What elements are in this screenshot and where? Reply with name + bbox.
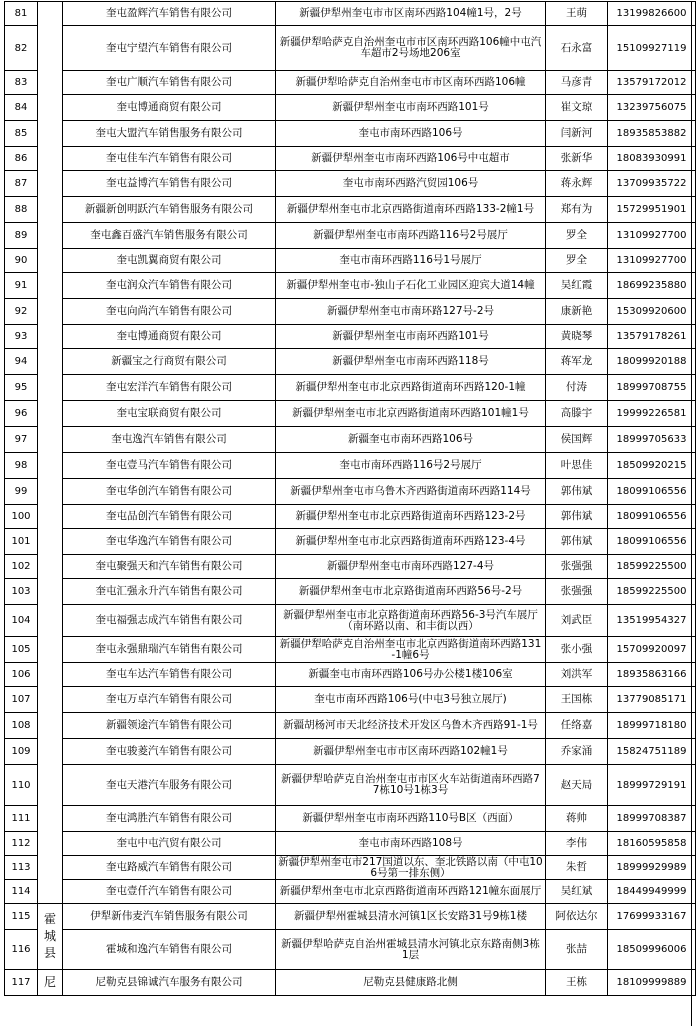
address-cell: 新疆伊犁哈萨克自治州奎屯市北京西路街道南环西路131-1幢6号 [276, 637, 546, 663]
company-name-cell: 尼勒克县锦诚汽车服务有限公司 [63, 970, 276, 996]
address-cell: 奎屯市南环西路116号2号展厅 [276, 453, 546, 479]
phone-number-cell: 15824751189 [608, 739, 696, 765]
right-cut-edge [691, 1, 692, 1026]
table-row [5, 349, 696, 375]
address-cell: 新疆伊犁州奎屯市市区南环西路104幢1号，2号 [276, 2, 546, 26]
address-cell: 新疆伊犁哈萨克自治州奎屯市市区火车站街道南环西路77栋10号1栋3号 [276, 765, 546, 806]
phone-number-cell: 18160595858 [608, 832, 696, 856]
table-row [5, 663, 696, 687]
contact-person-cell: 张强强 [546, 555, 608, 579]
table-row [5, 880, 696, 904]
company-name-cell: 奎屯润众汽车销售有限公司 [63, 273, 276, 299]
contact-person-cell: 罗全 [546, 249, 608, 273]
phone-number-cell: 18999705633 [608, 427, 696, 453]
phone-number-cell: 18083930991 [608, 147, 696, 171]
contact-person-cell: 石永富 [546, 26, 608, 71]
contact-person-cell: 张新华 [546, 147, 608, 171]
address-cell: 奎屯市南环西路106号 [276, 121, 546, 147]
table-row [5, 605, 696, 637]
contact-person-cell: 黄晓琴 [546, 325, 608, 349]
contact-person-cell: 郭伟斌 [546, 505, 608, 529]
row-number-cell: 98 [5, 453, 38, 479]
address-cell: 奎屯市南环西路106号(中屯3号独立展厅) [276, 687, 546, 713]
contact-person-cell: 王萌 [546, 2, 608, 26]
table-row [5, 375, 696, 401]
phone-number-cell: 13109927700 [608, 223, 696, 249]
table-row [5, 637, 696, 663]
company-name-cell: 奎屯益博汽车销售有限公司 [63, 171, 276, 197]
row-number-cell: 93 [5, 325, 38, 349]
table-row [5, 832, 696, 856]
phone-number-cell: 15309920600 [608, 299, 696, 325]
contact-person-cell: 马彦青 [546, 71, 608, 95]
table-row [5, 579, 696, 605]
company-name-cell: 奎屯车达汽车销售有限公司 [63, 663, 276, 687]
company-name-cell: 奎屯宏洋汽车销售有限公司 [63, 375, 276, 401]
row-number-cell: 110 [5, 765, 38, 806]
address-cell: 新疆伊犁州奎屯市市区南环西路102幢1号 [276, 739, 546, 765]
contact-person-cell: 蒋军龙 [546, 349, 608, 375]
contact-person-cell: 闫新河 [546, 121, 608, 147]
address-cell: 新疆伊犁州奎屯市南环西路127-4号 [276, 555, 546, 579]
table-row [5, 555, 696, 579]
address-cell: 新疆伊犁州奎屯市南环西路118号 [276, 349, 546, 375]
company-name-cell: 奎屯汇强永升汽车销售有限公司 [63, 579, 276, 605]
contact-person-cell: 朱哲 [546, 856, 608, 880]
table-row [5, 249, 696, 273]
company-name-cell: 奎屯宁望汽车销售有限公司 [63, 26, 276, 71]
row-number-cell: 91 [5, 273, 38, 299]
company-name-cell: 奎屯鑫百盛汽车销售服务有限公司 [63, 223, 276, 249]
region-cell: 尼 [38, 970, 63, 996]
region-cell [38, 2, 63, 904]
contact-person-cell: 郭伟斌 [546, 479, 608, 505]
address-cell: 新疆伊犁哈萨克自治州霍城县清水河镇北京东路南侧3栋1层 [276, 930, 546, 970]
phone-number-cell: 15729951901 [608, 197, 696, 223]
row-number-cell: 85 [5, 121, 38, 147]
address-cell: 新疆奎屯市南环西路106号办公楼1楼106室 [276, 663, 546, 687]
table-row [5, 71, 696, 95]
phone-number-cell: 18999708755 [608, 375, 696, 401]
table-row [5, 930, 696, 970]
address-cell: 新疆伊犁州奎屯市南环西路101号 [276, 95, 546, 121]
table-row [5, 273, 696, 299]
table-row [5, 687, 696, 713]
row-number-cell: 90 [5, 249, 38, 273]
phone-number-cell: 13199826600 [608, 2, 696, 26]
phone-number-cell: 13779085171 [608, 687, 696, 713]
contact-person-cell: 张小强 [546, 637, 608, 663]
row-number-cell: 99 [5, 479, 38, 505]
address-cell: 新疆伊犁哈萨克自治州奎屯市市区南环西路106幢 [276, 71, 546, 95]
phone-number-cell: 13579172012 [608, 71, 696, 95]
company-name-cell: 奎屯鸿胜汽车销售有限公司 [63, 806, 276, 832]
address-cell: 新疆伊犁州奎屯市南环西路106号中屯超市 [276, 147, 546, 171]
table-row [5, 765, 696, 806]
contact-person-cell: 郑有为 [546, 197, 608, 223]
table-row [5, 505, 696, 529]
table-row [5, 121, 696, 147]
row-number-cell: 83 [5, 71, 38, 95]
address-cell: 尼勒克县健康路北侧 [276, 970, 546, 996]
row-number-cell: 97 [5, 427, 38, 453]
region-cell: 霍城县 [38, 904, 63, 970]
address-cell: 新疆伊犁州奎屯市北京路街道南环西路56号-2号 [276, 579, 546, 605]
contact-person-cell: 侯国辉 [546, 427, 608, 453]
table-row [5, 147, 696, 171]
table-row [5, 95, 696, 121]
row-number-cell: 95 [5, 375, 38, 401]
table-row [5, 479, 696, 505]
phone-number-cell: 13519954327 [608, 605, 696, 637]
address-cell: 新疆伊犁州奎屯市北京西路街道南环西路120-1幢 [276, 375, 546, 401]
address-cell: 新疆伊犁哈萨克自治州奎屯市市区南环西路106幢中屯汽车超市2号场地206室 [276, 26, 546, 71]
row-number-cell: 104 [5, 605, 38, 637]
contact-person-cell: 崔文琼 [546, 95, 608, 121]
phone-number-cell: 18509996006 [608, 930, 696, 970]
phone-number-cell: 17699933167 [608, 904, 696, 930]
phone-number-cell: 18109999889 [608, 970, 696, 996]
phone-number-cell: 18099920188 [608, 349, 696, 375]
address-cell: 奎屯市南环西路116号1号展厅 [276, 249, 546, 273]
table-row [5, 197, 696, 223]
contact-person-cell: 乔家涌 [546, 739, 608, 765]
table-row [5, 453, 696, 479]
contact-person-cell: 赵天局 [546, 765, 608, 806]
phone-number-cell: 18599225500 [608, 579, 696, 605]
company-name-cell: 奎屯佳车汽车销售有限公司 [63, 147, 276, 171]
address-cell: 新疆伊犁州奎屯市北京路街道南环西路56-3号汽车展厅（南环路以南、和丰街以西） [276, 605, 546, 637]
address-cell: 新疆伊犁州奎屯市217国道以东、奎北铁路以南（中屯106号第一排东侧） [276, 856, 546, 880]
table-row [5, 427, 696, 453]
company-name-cell: 奎屯博通商贸有限公司 [63, 325, 276, 349]
address-cell: 新疆伊犁州霍城县清水河镇1区长安路31号9栋1楼 [276, 904, 546, 930]
contact-person-cell: 付涛 [546, 375, 608, 401]
row-number-cell: 103 [5, 579, 38, 605]
company-name-cell: 奎屯逸汽车销售有限公司 [63, 427, 276, 453]
company-name-cell: 奎屯盈辉汽车销售有限公司 [63, 2, 276, 26]
contact-person-cell: 阿依达尔 [546, 904, 608, 930]
phone-number-cell: 18509920215 [608, 453, 696, 479]
table-row [5, 713, 696, 739]
row-number-cell: 92 [5, 299, 38, 325]
company-name-cell: 奎屯天港汽车服务有限公司 [63, 765, 276, 806]
contact-person-cell: 罗全 [546, 223, 608, 249]
company-name-cell: 奎屯壹仟汽车销售有限公司 [63, 880, 276, 904]
contact-person-cell: 蒋帅 [546, 806, 608, 832]
company-name-cell: 奎屯宝联商贸有限公司 [63, 401, 276, 427]
contact-person-cell: 刘洪军 [546, 663, 608, 687]
phone-number-cell: 18699235880 [608, 273, 696, 299]
row-number-cell: 86 [5, 147, 38, 171]
phone-number-cell: 18099106556 [608, 479, 696, 505]
address-cell: 新疆伊犁州奎屯市南环西路116号2号展厅 [276, 223, 546, 249]
contact-person-cell: 张强强 [546, 579, 608, 605]
contact-person-cell: 吴红霞 [546, 273, 608, 299]
row-number-cell: 116 [5, 930, 38, 970]
table-row [5, 223, 696, 249]
dealer-table [4, 1, 696, 996]
row-number-cell: 114 [5, 880, 38, 904]
row-number-cell: 88 [5, 197, 38, 223]
address-cell: 新疆伊犁州奎屯市南环路127号-2号 [276, 299, 546, 325]
company-name-cell: 奎屯博通商贸有限公司 [63, 95, 276, 121]
company-name-cell: 伊犁新伟麦汽车销售服务有限公司 [63, 904, 276, 930]
company-name-cell: 奎屯路威汽车销售有限公司 [63, 856, 276, 880]
contact-person-cell: 康新艳 [546, 299, 608, 325]
phone-number-cell: 13579178261 [608, 325, 696, 349]
phone-number-cell: 13109927700 [608, 249, 696, 273]
row-number-cell: 108 [5, 713, 38, 739]
contact-person-cell: 郭伟斌 [546, 529, 608, 555]
table-row [5, 299, 696, 325]
table-row [5, 970, 696, 996]
contact-person-cell: 任络嘉 [546, 713, 608, 739]
address-cell: 新疆伊犁州奎屯市北京西路街道南环西路121幢东面展厅 [276, 880, 546, 904]
company-name-cell: 新疆宝之行商贸有限公司 [63, 349, 276, 375]
row-number-cell: 101 [5, 529, 38, 555]
address-cell: 新疆伊犁州奎屯市北京西路街道南环西路133-2幢1号 [276, 197, 546, 223]
company-name-cell: 奎屯福强志成汽车销售有限公司 [63, 605, 276, 637]
contact-person-cell: 王国栋 [546, 687, 608, 713]
company-name-cell: 霍城和逸汽车销售有限公司 [63, 930, 276, 970]
address-cell: 新疆伊犁州奎屯市-独山子石化工业园区迎宾大道14幢 [276, 273, 546, 299]
address-cell: 奎屯市南环西路108号 [276, 832, 546, 856]
row-number-cell: 102 [5, 555, 38, 579]
company-name-cell: 奎屯永强鼎瑞汽车销售有限公司 [63, 637, 276, 663]
address-cell: 奎屯市南环西路汽贸园106号 [276, 171, 546, 197]
company-name-cell: 奎屯万卓汽车销售有限公司 [63, 687, 276, 713]
phone-number-cell: 19999226581 [608, 401, 696, 427]
company-name-cell: 奎屯大盟汽车销售服务有限公司 [63, 121, 276, 147]
contact-person-cell: 李伟 [546, 832, 608, 856]
row-number-cell: 100 [5, 505, 38, 529]
row-number-cell: 112 [5, 832, 38, 856]
row-number-cell: 115 [5, 904, 38, 930]
company-name-cell: 奎屯骏菱汽车销售有限公司 [63, 739, 276, 765]
phone-number-cell: 18449949999 [608, 880, 696, 904]
address-cell: 新疆伊犁州奎屯市南环西路101号 [276, 325, 546, 349]
row-number-cell: 111 [5, 806, 38, 832]
contact-person-cell: 蒋永辉 [546, 171, 608, 197]
table-row [5, 904, 696, 930]
company-name-cell: 奎屯广顺汽车销售有限公司 [63, 71, 276, 95]
table-row [5, 325, 696, 349]
row-number-cell: 89 [5, 223, 38, 249]
row-number-cell: 82 [5, 26, 38, 71]
row-number-cell: 81 [5, 2, 38, 26]
row-number-cell: 84 [5, 95, 38, 121]
table-row [5, 171, 696, 197]
company-name-cell: 新疆领途汽车销售有限公司 [63, 713, 276, 739]
phone-number-cell: 18999729191 [608, 765, 696, 806]
company-name-cell: 奎屯向尚汽车销售有限公司 [63, 299, 276, 325]
company-name-cell: 奎屯华逸汽车销售有限公司 [63, 529, 276, 555]
table-row [5, 529, 696, 555]
address-cell: 新疆胡杨河市天北经济技术开发区乌鲁木齐西路91-1号 [276, 713, 546, 739]
company-name-cell: 奎屯壹马汽车销售有限公司 [63, 453, 276, 479]
company-name-cell: 新疆新创明跃汽车销售服务有限公司 [63, 197, 276, 223]
row-number-cell: 105 [5, 637, 38, 663]
table-row [5, 2, 696, 26]
row-number-cell: 117 [5, 970, 38, 996]
table-row [5, 806, 696, 832]
address-cell: 新疆伊犁州奎屯市北京西路街道南环西路101幢1号 [276, 401, 546, 427]
company-name-cell: 奎屯聚强天和汽车销售有限公司 [63, 555, 276, 579]
phone-number-cell: 13709935722 [608, 171, 696, 197]
company-name-cell: 奎屯凯翼商贸有限公司 [63, 249, 276, 273]
table-row [5, 26, 696, 71]
phone-number-cell: 18935853882 [608, 121, 696, 147]
phone-number-cell: 18999708387 [608, 806, 696, 832]
phone-number-cell: 15109927119 [608, 26, 696, 71]
contact-person-cell: 刘武臣 [546, 605, 608, 637]
row-number-cell: 106 [5, 663, 38, 687]
row-number-cell: 87 [5, 171, 38, 197]
row-number-cell: 94 [5, 349, 38, 375]
phone-number-cell: 18999929989 [608, 856, 696, 880]
address-cell: 新疆伊犁州奎屯市北京西路街道南环西路123-2号 [276, 505, 546, 529]
row-number-cell: 107 [5, 687, 38, 713]
phone-number-cell: 15709920097 [608, 637, 696, 663]
address-cell: 新疆伊犁州奎屯市乌鲁木齐西路街道南环西路114号 [276, 479, 546, 505]
company-name-cell: 奎屯华创汽车销售有限公司 [63, 479, 276, 505]
contact-person-cell: 叶思佳 [546, 453, 608, 479]
table-row [5, 401, 696, 427]
contact-person-cell: 高滕宇 [546, 401, 608, 427]
contact-person-cell: 张喆 [546, 930, 608, 970]
table-row [5, 739, 696, 765]
company-name-cell: 奎屯中屯汽贸有限公司 [63, 832, 276, 856]
phone-number-cell: 18935863166 [608, 663, 696, 687]
phone-number-cell: 18999718180 [608, 713, 696, 739]
address-cell: 新疆奎屯市南环西路106号 [276, 427, 546, 453]
company-name-cell: 奎屯品创汽车销售有限公司 [63, 505, 276, 529]
phone-number-cell: 18599225500 [608, 555, 696, 579]
table-row [5, 856, 696, 880]
address-cell: 新疆伊犁州奎屯市北京西路街道南环西路123-4号 [276, 529, 546, 555]
phone-number-cell: 18099106556 [608, 505, 696, 529]
contact-person-cell: 吴红斌 [546, 880, 608, 904]
contact-person-cell: 王栋 [546, 970, 608, 996]
address-cell: 新疆伊犁州奎屯市南环西路110号B区（西面） [276, 806, 546, 832]
phone-number-cell: 18099106556 [608, 529, 696, 555]
row-number-cell: 113 [5, 856, 38, 880]
row-number-cell: 96 [5, 401, 38, 427]
row-number-cell: 109 [5, 739, 38, 765]
phone-number-cell: 13239756075 [608, 95, 696, 121]
